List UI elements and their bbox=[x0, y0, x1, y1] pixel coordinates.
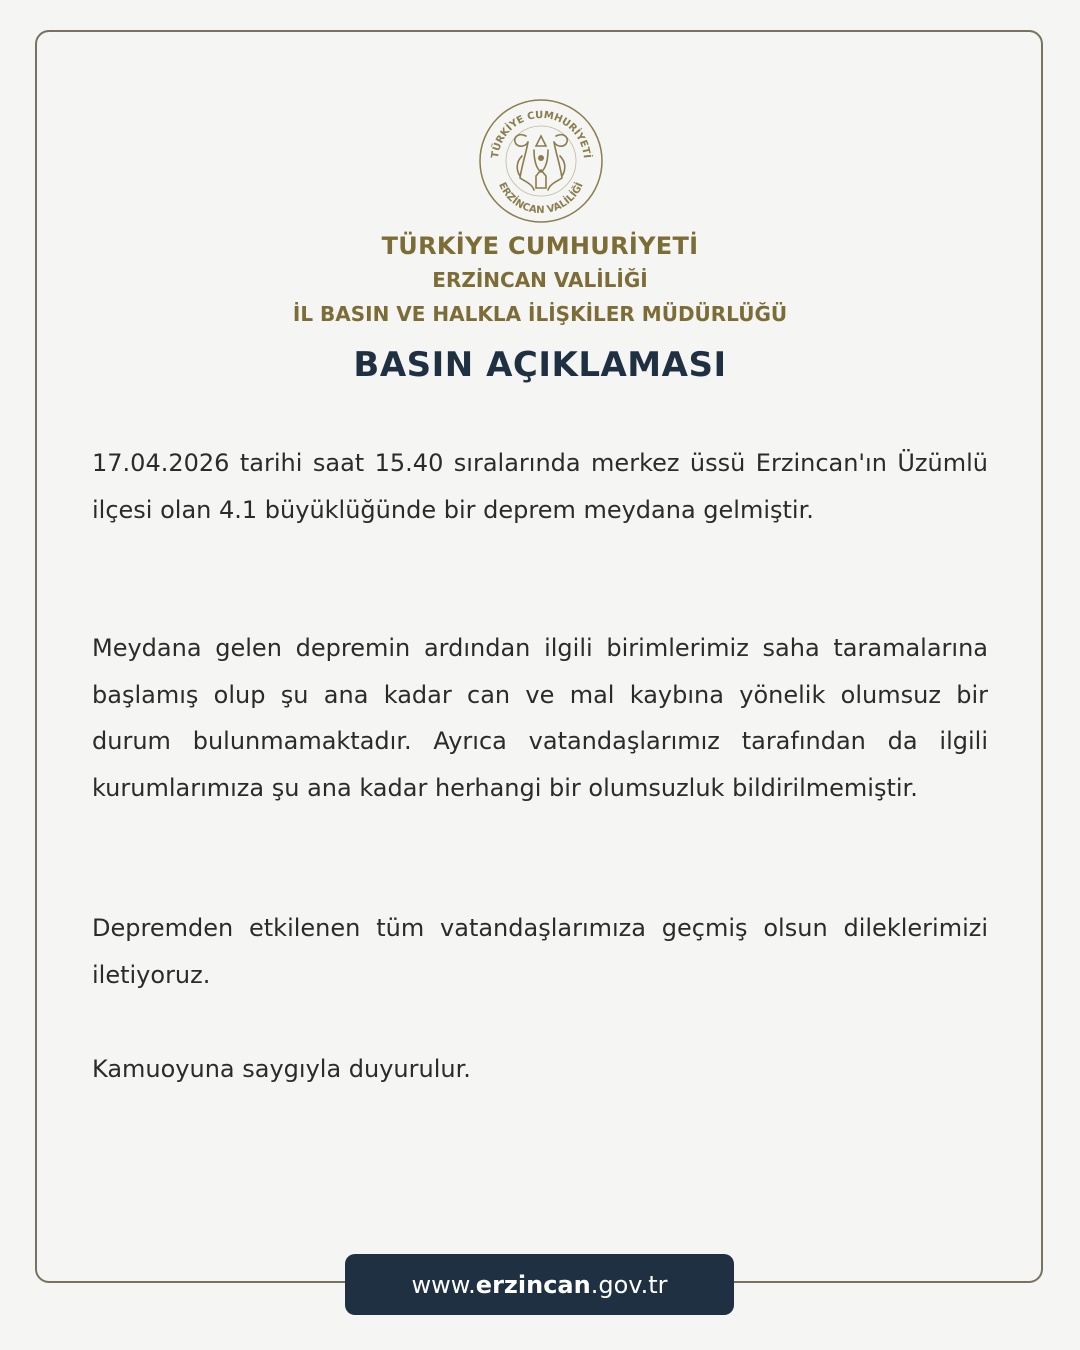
paragraph-earthquake-report: 17.04.2026 tarihi saat 15.40 sıralarında merkez üssü Erzincan'ın Üzümlü ilçesi olan 4.1 büyüklüğünde bir deprem meydana gelmiştir. bbox=[92, 449, 988, 524]
header-directorate: İL BASIN VE HALKLA İLİŞKİLER MÜDÜRLÜĞÜ bbox=[292, 302, 788, 326]
paragraph-closing: Kamuoyuna saygıyla duyurulur. bbox=[92, 1055, 471, 1083]
svg-text:ERZİNCAN VALİLİĞİ: ERZİNCAN VALİLİĞİ bbox=[496, 180, 586, 217]
url-domain: erzincan bbox=[475, 1270, 591, 1299]
erzincan-valiligi-seal-icon bbox=[476, 98, 606, 224]
page-title: BASIN AÇIKLAMASI bbox=[353, 345, 727, 385]
paragraph-damage-assessment: Meydana gelen depremin ardından ilgili birimlerimiz saha taramalarına başlamış olup şu ana kadar can ve mal kaybına yönelik olumsuz bir durum bulunmamaktadır. Ayrıca vatandaşlarımız tarafından da ilgili kurumlarımıza şu ana kadar herhangi bir olumsuzluk bildirilmemiştir. bbox=[92, 634, 988, 802]
header-governorship: ERZİNCAN VALİLİĞİ bbox=[432, 268, 648, 292]
url-suffix: .gov.tr bbox=[590, 1270, 668, 1299]
paragraph-wishes: Depremden etkilenen tüm vatandaşlarımıza geçmiş olsun dileklerimizi iletiyoruz. bbox=[92, 914, 988, 989]
website-link[interactable] bbox=[345, 1254, 734, 1315]
header-country: TÜRKİYE CUMHURİYETİ bbox=[381, 232, 699, 260]
url-prefix: www. bbox=[411, 1270, 476, 1299]
svg-text:TÜRKİYE CUMHURİYETİ: TÜRKİYE CUMHURİYETİ bbox=[490, 109, 592, 159]
